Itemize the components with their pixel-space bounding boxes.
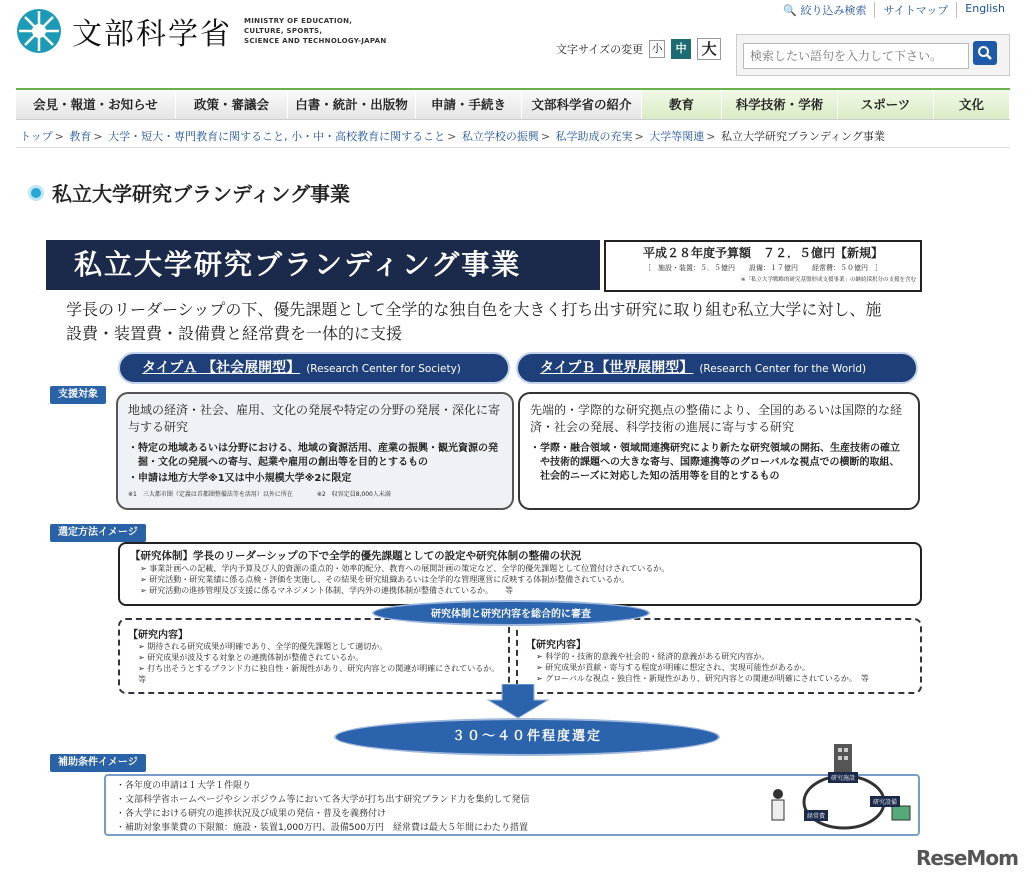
type-a-box — [116, 392, 514, 510]
content-a-line: ➢ 打ち出そうとするブランド力に独自性・新規性があり、研究内容との関連が明確にされているか。 等 — [138, 664, 504, 684]
page-title — [28, 178, 350, 207]
support-illustration — [764, 740, 920, 834]
english-link[interactable]: English — [965, 2, 1005, 15]
site-logo[interactable] — [16, 8, 387, 54]
type-b-pill — [516, 352, 918, 384]
type-b-box — [518, 392, 920, 510]
search-icon — [977, 45, 993, 61]
tag-target: 支援対象 — [50, 386, 106, 404]
nav-item-press[interactable]: 会見・報道・お知らせ — [16, 90, 176, 119]
illus-label: 経常費 — [804, 810, 828, 821]
breadcrumb-link[interactable]: 教育 — [69, 130, 92, 143]
nav-item-science[interactable]: 科学技術・学術 — [722, 90, 838, 119]
mext-logo-icon — [16, 8, 62, 54]
breadcrumb-link[interactable]: 私学助成の充実 — [555, 130, 633, 143]
search-box — [736, 34, 1010, 76]
review-oval: 研究体制と研究内容を総合的に審査 — [372, 600, 650, 626]
utility-links — [775, 2, 1005, 18]
title-bullet-icon — [28, 185, 44, 201]
content-b-line: ➢ 研究成果が貢献・寄与する程度が明確に想定され、実現可能性があるか。 — [536, 663, 810, 672]
content-a-title: 【研究内容】 — [128, 630, 188, 641]
content-a-box — [118, 618, 510, 694]
nav-item-culture[interactable]: 文化 — [934, 90, 1010, 119]
type-a-en: (Research Center for Society) — [306, 363, 461, 375]
type-a-pill — [118, 352, 510, 384]
budget-breakdown: ［ 施設・装置：５．５億円 設備：１７億円 経常費：５０億円 ］ — [644, 264, 882, 272]
breadcrumb: トップ > 教育 > 大学・短大・専門教育に関すること, 小・中・高校教育に関すること > 私立学校の振興 > 私学助成の充実 > 大学等関連 > 私立大学研究ブランディング事業 — [20, 130, 885, 143]
breadcrumb-link[interactable]: 大学・短大・専門教育に関すること, 小・中・高校教育に関すること — [108, 130, 446, 143]
breadcrumb-link[interactable]: 大学等関連 — [649, 130, 705, 143]
support-line: ・文部科学省ホームページやシンポジウム等において各大学が打ち出す研究ブランド力を集約して発信 — [116, 795, 530, 805]
arrow-down-icon — [486, 684, 550, 720]
search-button[interactable] — [973, 41, 997, 65]
budget-box — [604, 240, 922, 292]
font-size-label: 文字サイズの変更 — [556, 43, 644, 56]
illus-label: 研究施設 — [828, 772, 858, 783]
font-size-medium-button[interactable]: 中 — [671, 39, 691, 59]
method-title: 【研究体制】学長のリーダーシップの下で全学的優先課題としての設定や研究体制の整備の状況 — [130, 550, 582, 562]
nav-item-education[interactable]: 教育 — [642, 90, 722, 119]
support-line: ・各年度の申請は１大学１件限り — [116, 781, 252, 791]
type-a-title: タイプＡ 【社会展開型】 — [142, 360, 301, 376]
nav-item-application[interactable]: 申請・手続き — [416, 90, 522, 119]
nav-item-about[interactable]: 文部科学省の紹介 — [522, 90, 642, 119]
support-line: ・各大学における研究の進捗状況及び成果の発信・普及を義務付け — [116, 809, 387, 819]
page-title-text: 私立大学研究ブランディング事業 — [52, 182, 350, 206]
infographic-banner: 私立大学研究ブランディング事業 — [46, 240, 600, 290]
tag-support: 補助条件イメージ — [50, 754, 146, 772]
method-line: ➢ 研究活動の進捗管理及び支援に係るマネジメント体制、学内外の連携体制が整備されているか。 等 — [140, 586, 514, 595]
illus-label: 研究設備 — [870, 796, 900, 807]
content-a-line: ➢ 期待される研究成果が明確であり、全学的優先課題として適切か。 — [138, 642, 388, 651]
breadcrumb-link[interactable]: 私立学校の振興 — [461, 130, 539, 143]
font-size-switcher — [556, 38, 721, 60]
type-b-title: タイプＢ【世界展開型】 — [540, 360, 694, 376]
type-a-bullet: ・特定の地域あるいは分野における、地域の資源活用、産業の振興・観光資源の発掘・文化の発展への寄与、起業や雇用の創出等を目的とするもの — [128, 443, 498, 468]
breadcrumb-divider — [16, 147, 1010, 148]
lead-text: 学長のリーダーシップの下、優先課題として全学的な独自色を大きく打ち出す研究に取り組む私立大学に対し、施設費・装置費・設備費と経常費を一体的に支援 — [66, 300, 882, 343]
method-line: ➢ 事業計画への記載、学内予算及び人的資源の重点的・効率的配分、教育への展開計画の策定など、全学的優先課題として位置付けされているか。 — [140, 564, 670, 573]
nav-item-whitepaper[interactable]: 白書・統計・出版物 — [288, 90, 416, 119]
content-a-line: ➢ 研究成果が波及する対象との連携体制が整備されているか。 — [138, 653, 364, 662]
refine-search-link[interactable]: 🔍 絞り込み検索 — [775, 2, 875, 18]
content-b-title: 【研究内容】 — [526, 640, 586, 651]
funding-cycle-icon — [764, 740, 920, 834]
type-b-head: 先端的・学際的な研究拠点の整備により、全国的あるいは国際的な経済・社会の発展、科学技術の進展に寄与する研究 — [530, 403, 903, 434]
resemom-watermark: ReseMom — [916, 846, 1018, 870]
logo-text-en: MINISTRY OF EDUCATION, CULTURE, SPORTS, SCIENCE AND TECHNOLOGY-JAPAN — [244, 17, 387, 45]
type-a-note: ※1 三大都市圏（定義は首都圏整備法等を活用）以外に所在 ※2 収容定員8,000人未満 — [128, 491, 391, 498]
logo-text-jp: 文部科学省 — [72, 17, 232, 52]
global-nav — [16, 88, 1010, 120]
nav-item-sports[interactable]: スポーツ — [838, 90, 934, 119]
type-a-head: 地域の経済・社会、雇用、文化の発展や特定の分野の発展・深化に寄与する研究 — [128, 403, 501, 434]
search-input[interactable] — [743, 43, 969, 69]
type-b-en: (Research Center for the World) — [699, 363, 867, 375]
sitemap-link[interactable]: サイトマップ — [875, 2, 957, 18]
font-size-small-button[interactable]: 小 — [649, 40, 665, 58]
nav-item-policy[interactable]: 政策・審議会 — [176, 90, 288, 119]
breadcrumb-current: 私立大学研究ブランディング事業 — [720, 130, 885, 143]
type-a-bullet: ・申請は地方大学※1又は中小規模大学※2に限定 — [128, 473, 352, 484]
budget-main: 平成２８年度予算額 ７２．５億円【新規】 — [642, 246, 883, 260]
tag-method: 選定方法イメージ — [50, 524, 146, 542]
support-line: ・補助対象事業費の下限額：施設・装置1,000万円、設備500万円 経常費は最大５年間にわたり措置 — [116, 823, 528, 833]
content-b-line: ➢ グローバルな視点・独自性・新規性があり、研究内容との関連が明確にされているか。 等 — [536, 674, 869, 683]
result-oval: ３０～４０件程度選定 — [334, 718, 720, 756]
budget-note: ※「私立大学戦略的研究基盤形成支援事業」の継続採択分の支援を含む — [740, 277, 916, 283]
method-line: ➢ 研究活動・研究業績に係る点検・評価を実施し、その結果を研究組織あるいは全学的な管理運営に反映する体制が整備されているか。 — [140, 575, 630, 584]
type-b-bullet: ・学際・融合領域・領域間連携研究により新たな研究領域の開拓、生産技術の確立や技術的課題への大きな寄与、国際連携等のグローバルな視点での横断的取組、社会的ニーズに対応した知の活用等を目的とするもの — [530, 443, 900, 482]
method-box — [118, 542, 922, 606]
breadcrumb-link[interactable]: トップ — [20, 130, 53, 143]
content-b-line: ➢ 科学的・技術的意義や社会的・経済的意義がある研究内容か。 — [536, 652, 770, 661]
content-b-box — [516, 618, 922, 694]
font-size-large-button[interactable]: 大 — [697, 38, 721, 60]
